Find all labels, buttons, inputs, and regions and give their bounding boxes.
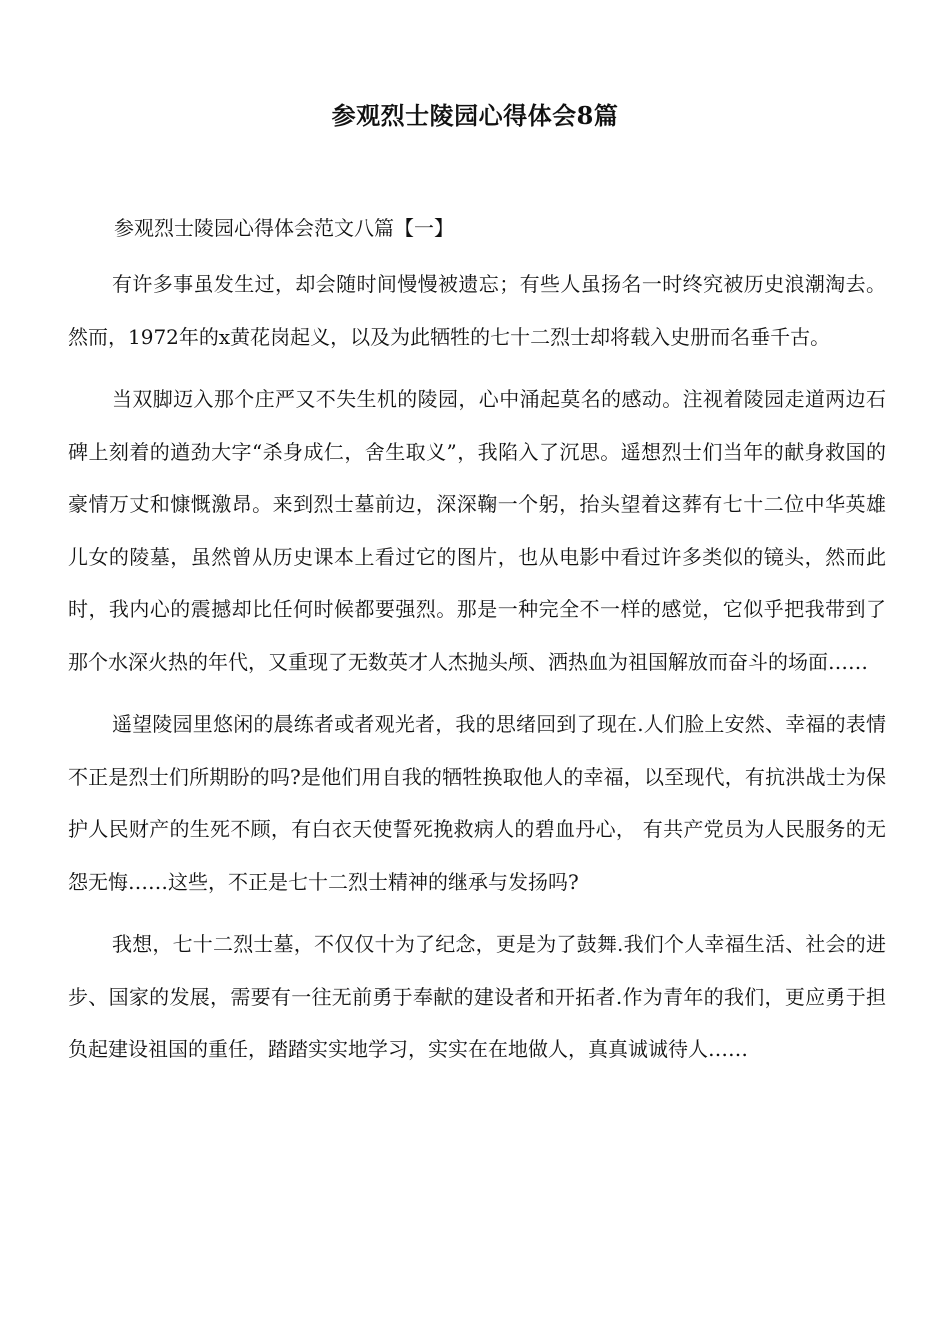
- paragraph-4: 我想，七十二烈士墓，不仅仅十为了纪念，更是为了鼓舞.我们个人幸福生活、社会的进步、国家的发展，需要有一往无前勇于奉献的建设者和开拓者.作为青年的我们，更应勇于担负起建设祖国的重任，踏踏实实地学习，实实在在地做人，真真诚诚待人……: [68, 932, 886, 1061]
- section-heading: 参观烈士陵园心得体会范文八篇【一】: [114, 216, 454, 240]
- paragraph-3: 遥望陵园里悠闲的晨练者或者观光者，我的思绪回到了现在.人们脸上安然、幸福的表情不正是烈士们所期盼的吗?是他们用自我的牺牲换取他人的幸福，以至现代，有抗洪战士为保护人民财产的生死不顾，有白衣天使誓死挽救病人的碧血丹心， 有共产党员为人民服务的无怨无悔……这些，不正是七十二烈士精神的继承与发扬吗?: [68, 712, 886, 894]
- document-body: [68, 208, 886, 1076]
- document-title: 参观烈士陵园心得体会8篇: [331, 101, 619, 130]
- paragraph-1: 有许多事虽发生过，却会随时间慢慢被遗忘；有些人虽扬名一时终究被历史浪潮淘去。然而，1972年的x黄花岗起义，以及为此牺牲的七十二烈士却将载入史册而名垂千古。: [68, 272, 886, 349]
- paragraph-2: 当双脚迈入那个庄严又不失生机的陵园，心中涌起莫名的感动。注视着陵园走道两边石碑上刻着的遒劲大字“杀身成仁，舍生取义”，我陷入了沉思。遥想烈士们当年的献身救国的豪情万丈和慷慨激昂。来到烈士墓前边，深深鞠一个躬，抬头望着这葬有七十二位中华英雄儿女的陵墓，虽然曾从历史课本上看过它的图片，也从电影中看过许多类似的镜头，然而此时，我内心的震撼却比任何时候都要强烈。那是一种完全不一样的感觉，它似乎把我带到了那个水深火热的年代，又重现了无数英才人杰抛头颅、洒热血为祖国解放而奋斗的场面……: [68, 387, 886, 674]
